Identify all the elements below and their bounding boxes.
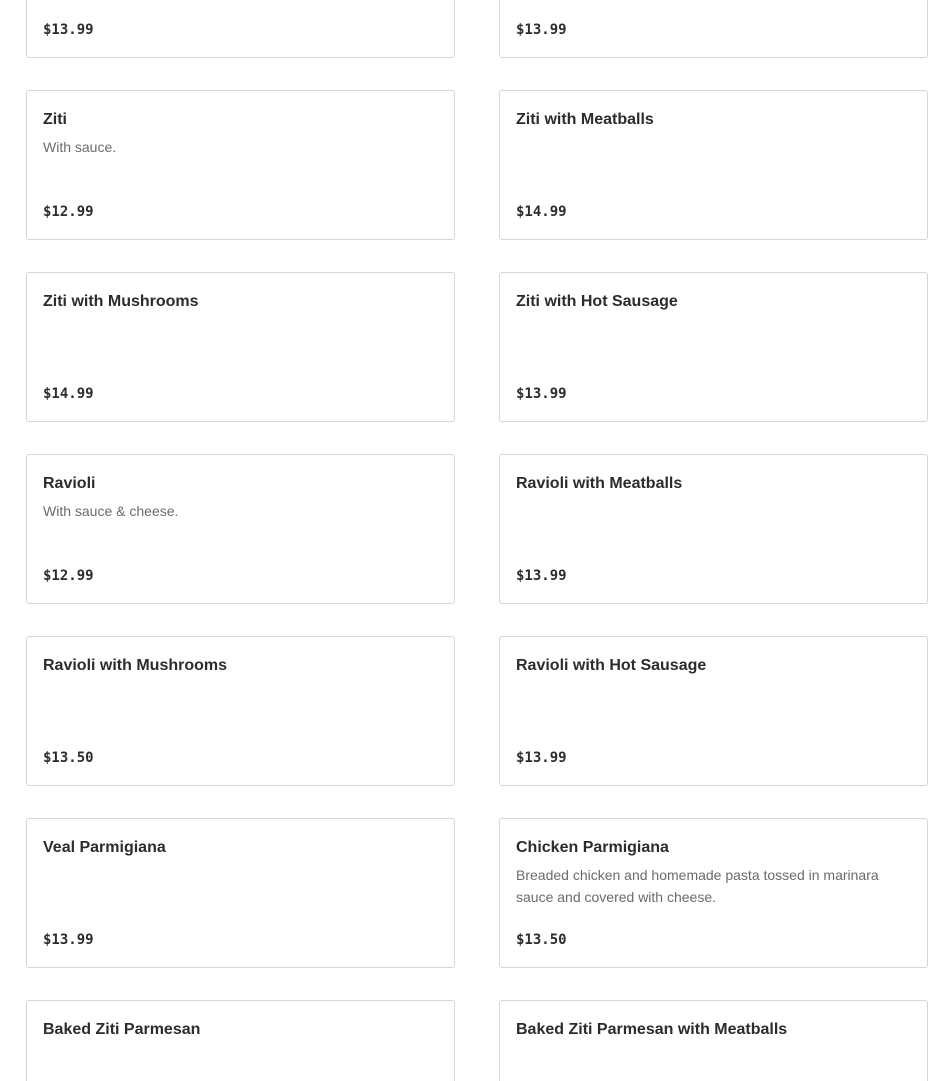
- menu-item-name: Baked Ziti Parmesan with Meatballs: [516, 1021, 788, 1038]
- menu-item-description: With sauce.: [43, 139, 117, 155]
- menu-item-card[interactable]: [499, 0, 928, 58]
- menu-item-card[interactable]: [26, 818, 455, 968]
- menu-item-card[interactable]: [26, 1000, 455, 1081]
- menu-item-card[interactable]: [499, 272, 928, 422]
- menu-item-card[interactable]: [499, 454, 928, 604]
- menu-item-price: $13.50: [516, 932, 567, 948]
- menu-item-price: $12.99: [43, 204, 94, 220]
- menu-item-price: $12.99: [43, 568, 94, 584]
- menu-item-card[interactable]: [26, 90, 455, 240]
- menu-item-card[interactable]: [499, 636, 928, 786]
- menu-item-card[interactable]: [26, 0, 455, 58]
- menu-item-name: Veal Parmigiana: [43, 839, 166, 856]
- menu-item-card[interactable]: [26, 272, 455, 422]
- menu-item-name: Chicken Parmigiana: [516, 839, 669, 856]
- menu-item-description: Breaded chicken and homemade pasta tossed in marinara sauce and covered with cheese.: [516, 867, 879, 905]
- menu-item-price: $13.99: [43, 932, 94, 948]
- menu-item-name: Ravioli with Hot Sausage: [516, 657, 707, 674]
- menu-item-card[interactable]: [499, 818, 928, 968]
- menu-item-name: Ziti: [43, 111, 67, 128]
- menu-item-card[interactable]: [499, 1000, 928, 1081]
- menu-item-card[interactable]: [499, 90, 928, 240]
- menu-item-price: $13.99: [516, 750, 567, 766]
- menu-item-price: $14.99: [43, 386, 94, 402]
- menu-item-name: Ravioli with Meatballs: [516, 475, 683, 492]
- menu-item-name: Ravioli: [43, 475, 96, 492]
- menu-item-price: $13.50: [43, 750, 94, 766]
- menu-item-name: Ziti with Hot Sausage: [516, 293, 678, 310]
- menu-item-price: $14.99: [516, 204, 567, 220]
- menu-item-name: Baked Ziti Parmesan: [43, 1021, 201, 1038]
- menu-item-name: Ziti with Meatballs: [516, 111, 654, 128]
- menu-item-price: $13.99: [516, 22, 567, 38]
- menu-item-price: $13.99: [43, 22, 94, 38]
- menu-item-price: $13.99: [516, 386, 567, 402]
- menu-item-description: With sauce & cheese.: [43, 503, 179, 519]
- menu-item-grid: [26, 0, 928, 1081]
- menu-item-card[interactable]: [26, 636, 455, 786]
- menu-item-name: Ravioli with Mushrooms: [43, 657, 228, 674]
- menu-item-name: Ziti with Mushrooms: [43, 293, 199, 310]
- menu-item-card[interactable]: [26, 454, 455, 604]
- menu-item-price: $13.99: [516, 568, 567, 584]
